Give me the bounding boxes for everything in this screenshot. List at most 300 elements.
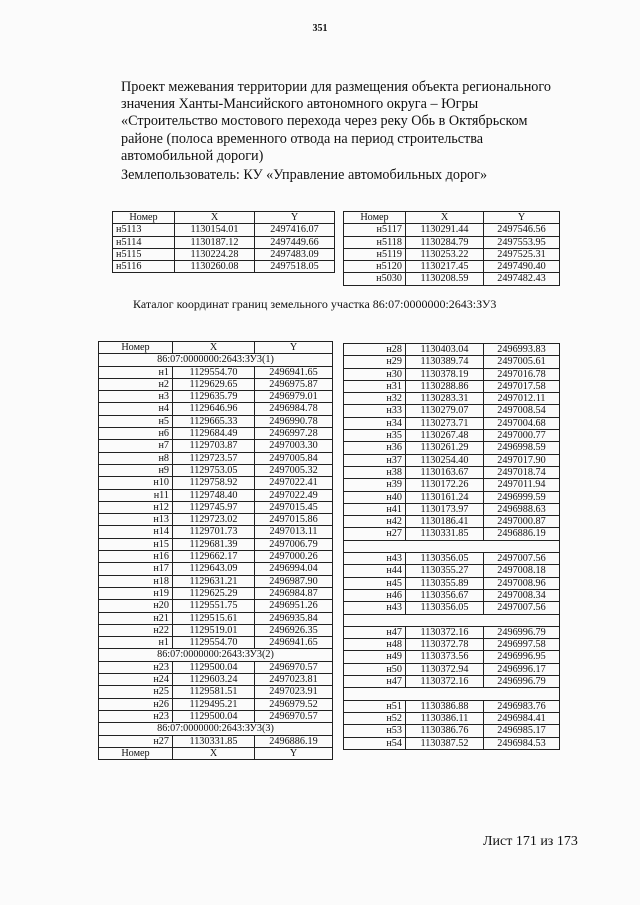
x-coordinate-cell: 1130284.79 (406, 236, 484, 248)
section-row (99, 723, 333, 735)
column-header-number: Номер (344, 212, 406, 224)
point-number-cell: н5113 (113, 224, 175, 236)
coordinate-table-small-right (343, 211, 560, 286)
y-coordinate-cell: 2496979.52 (255, 698, 333, 710)
x-coordinate-cell: 1130372.78 (406, 639, 484, 651)
x-coordinate-cell: 1130373.56 (406, 651, 484, 663)
point-number-cell: н18 (99, 575, 173, 587)
x-coordinate-cell: 1129625.29 (173, 587, 255, 599)
y-coordinate-cell: 2497004.68 (484, 417, 560, 429)
point-number-cell: н23 (99, 710, 173, 722)
point-number-cell: н41 (344, 503, 406, 515)
y-coordinate-cell: 2496994.04 (255, 563, 333, 575)
point-number-cell: н35 (344, 430, 406, 442)
x-coordinate-cell: 1130372.16 (406, 626, 484, 638)
blank-cell (344, 614, 560, 626)
point-number-cell: н10 (99, 477, 173, 489)
point-number-cell: н15 (99, 538, 173, 550)
table-row (113, 224, 335, 236)
point-number-cell: н44 (344, 565, 406, 577)
table-row (344, 393, 560, 405)
table-row (344, 577, 560, 589)
point-number-cell: н5030 (344, 273, 406, 285)
point-number-cell: н1 (99, 637, 173, 649)
point-number-cell: н1 (99, 366, 173, 378)
document-heading (121, 79, 591, 184)
y-coordinate-cell: 2497553.95 (484, 236, 560, 248)
column-header-number: Номер (113, 212, 175, 224)
x-coordinate-cell: 1129554.70 (173, 637, 255, 649)
sheet-label: Лист 171 из 173 (483, 834, 578, 849)
point-number-cell: н30 (344, 368, 406, 380)
x-coordinate-cell: 1130154.01 (175, 224, 255, 236)
y-coordinate-cell: 2497023.91 (255, 686, 333, 698)
table-row (344, 224, 560, 236)
point-number-cell: н20 (99, 600, 173, 612)
table-row (113, 248, 335, 260)
table-row (99, 403, 333, 415)
column-footer-x: X (173, 747, 255, 759)
x-coordinate-cell: 1130403.04 (406, 344, 484, 356)
point-number-cell: н48 (344, 639, 406, 651)
x-coordinate-cell: 1130283.31 (406, 393, 484, 405)
y-coordinate-cell: 2497007.56 (484, 553, 560, 565)
point-number-cell: н49 (344, 651, 406, 663)
heading-line: автомобильной дороги) (121, 147, 264, 164)
section-row (99, 354, 333, 366)
y-coordinate-cell: 2497000.26 (255, 551, 333, 563)
table-row (344, 248, 560, 260)
y-coordinate-cell: 2497016.78 (484, 368, 560, 380)
y-coordinate-cell: 2497518.05 (255, 261, 335, 273)
column-footer-number: Номер (99, 747, 173, 759)
table-row (344, 236, 560, 248)
y-coordinate-cell: 2496970.57 (255, 710, 333, 722)
x-coordinate-cell: 1129629.65 (173, 378, 255, 390)
y-coordinate-cell: 2497006.79 (255, 538, 333, 550)
x-coordinate-cell: 1130187.12 (175, 236, 255, 248)
y-coordinate-cell: 2497525.31 (484, 248, 560, 260)
table-row (344, 430, 560, 442)
y-coordinate-cell: 2496997.28 (255, 428, 333, 440)
y-coordinate-cell: 2496988.63 (484, 503, 560, 515)
table-row (99, 366, 333, 378)
y-coordinate-cell: 2497022.41 (255, 477, 333, 489)
table-row (344, 273, 560, 285)
point-number-cell: н5117 (344, 224, 406, 236)
point-number-cell: н51 (344, 700, 406, 712)
table-row (99, 698, 333, 710)
y-coordinate-cell: 2496985.17 (484, 725, 560, 737)
x-coordinate-cell: 1130172.26 (406, 479, 484, 491)
point-number-cell: н47 (344, 676, 406, 688)
point-number-cell: н54 (344, 737, 406, 749)
y-coordinate-cell: 2496941.65 (255, 637, 333, 649)
point-number-cell: н23 (99, 661, 173, 673)
point-number-cell: н42 (344, 516, 406, 528)
x-coordinate-cell: 1129684.49 (173, 428, 255, 440)
x-coordinate-cell: 1129748.40 (173, 489, 255, 501)
point-number-cell: н45 (344, 577, 406, 589)
point-number-cell: н47 (344, 626, 406, 638)
table-row (344, 344, 560, 356)
column-header-x: X (406, 212, 484, 224)
y-coordinate-cell: 2496886.19 (255, 735, 333, 747)
point-number-cell: н25 (99, 686, 173, 698)
point-number-cell: н24 (99, 674, 173, 686)
table-row (99, 391, 333, 403)
table-row (344, 417, 560, 429)
point-number-cell: н43 (344, 602, 406, 614)
y-coordinate-cell: 2496996.17 (484, 663, 560, 675)
y-coordinate-cell: 2497013.11 (255, 526, 333, 538)
x-coordinate-cell: 1129753.05 (173, 464, 255, 476)
table-row (99, 501, 333, 513)
x-coordinate-cell: 1129515.61 (173, 612, 255, 624)
y-coordinate-cell: 2496970.57 (255, 661, 333, 673)
y-coordinate-cell: 2496951.26 (255, 600, 333, 612)
x-coordinate-cell: 1129581.51 (173, 686, 255, 698)
x-coordinate-cell: 1130378.19 (406, 368, 484, 380)
x-coordinate-cell: 1130356.05 (406, 602, 484, 614)
x-coordinate-cell: 1130254.40 (406, 454, 484, 466)
table-row (344, 712, 560, 724)
column-header-x: X (175, 212, 255, 224)
x-coordinate-cell: 1130291.44 (406, 224, 484, 236)
point-number-cell: н37 (344, 454, 406, 466)
y-coordinate-cell: 2497005.32 (255, 464, 333, 476)
point-number-cell: н40 (344, 491, 406, 503)
point-number-cell: н26 (99, 698, 173, 710)
table-row (99, 624, 333, 636)
table-row (344, 553, 560, 565)
point-number-cell: н16 (99, 551, 173, 563)
table-row (99, 415, 333, 427)
table-row (99, 735, 333, 747)
table-row (99, 452, 333, 464)
point-number-cell: н32 (344, 393, 406, 405)
x-coordinate-cell: 1129554.70 (173, 366, 255, 378)
y-coordinate-cell: 2496979.01 (255, 391, 333, 403)
point-number-cell: н19 (99, 587, 173, 599)
point-number-cell: н28 (344, 344, 406, 356)
y-coordinate-cell: 2496941.65 (255, 366, 333, 378)
x-coordinate-cell: 1129519.01 (173, 624, 255, 636)
y-coordinate-cell: 2496984.41 (484, 712, 560, 724)
point-number-cell: н14 (99, 526, 173, 538)
y-coordinate-cell: 2496975.87 (255, 378, 333, 390)
table-row (344, 602, 560, 614)
y-coordinate-cell: 2497012.11 (484, 393, 560, 405)
point-number-cell: н29 (344, 356, 406, 368)
x-coordinate-cell: 1129723.57 (173, 452, 255, 464)
point-number-cell: н5119 (344, 248, 406, 260)
table-row (344, 626, 560, 638)
y-coordinate-cell: 2497005.61 (484, 356, 560, 368)
x-coordinate-cell: 1129701.73 (173, 526, 255, 538)
point-number-cell: н3 (99, 391, 173, 403)
y-coordinate-cell: 2497483.09 (255, 248, 335, 260)
table-row (99, 600, 333, 612)
x-coordinate-cell: 1130386.76 (406, 725, 484, 737)
point-number-cell: н39 (344, 479, 406, 491)
table-row (344, 737, 560, 749)
column-header-y: Y (255, 342, 333, 354)
point-number-cell: н33 (344, 405, 406, 417)
y-coordinate-cell: 2496984.53 (484, 737, 560, 749)
catalog-caption: Каталог координат границ земельного участка 86:07:0000000:2643:ЗУ3 (133, 297, 497, 311)
section-row (99, 649, 333, 661)
x-coordinate-cell: 1129500.04 (173, 710, 255, 722)
y-coordinate-cell: 2496984.78 (255, 403, 333, 415)
point-number-cell: н46 (344, 589, 406, 601)
table-row (113, 236, 335, 248)
point-number-cell: н4 (99, 403, 173, 415)
x-coordinate-cell: 1130253.22 (406, 248, 484, 260)
table-row (113, 261, 335, 273)
x-coordinate-cell: 1130260.08 (175, 261, 255, 273)
y-coordinate-cell: 2497018.74 (484, 466, 560, 478)
y-coordinate-cell: 2497000.77 (484, 430, 560, 442)
x-coordinate-cell: 1129662.17 (173, 551, 255, 563)
x-coordinate-cell: 1130331.85 (406, 528, 484, 540)
y-coordinate-cell: 2497015.86 (255, 514, 333, 526)
point-number-cell: н5115 (113, 248, 175, 260)
blank-cell (344, 688, 560, 700)
point-number-cell: н5116 (113, 261, 175, 273)
table-row (99, 661, 333, 673)
x-coordinate-cell: 1129495.21 (173, 698, 255, 710)
point-number-cell: н17 (99, 563, 173, 575)
x-coordinate-cell: 1130355.89 (406, 577, 484, 589)
point-number-cell: н11 (99, 489, 173, 501)
y-coordinate-cell: 2496996.79 (484, 676, 560, 688)
x-coordinate-cell: 1129643.09 (173, 563, 255, 575)
column-header-x: X (173, 342, 255, 354)
x-coordinate-cell: 1129635.79 (173, 391, 255, 403)
y-coordinate-cell: 2496993.83 (484, 344, 560, 356)
table-row (344, 651, 560, 663)
x-coordinate-cell: 1130288.86 (406, 380, 484, 392)
table-row (344, 676, 560, 688)
y-coordinate-cell: 2496926.35 (255, 624, 333, 636)
x-coordinate-cell: 1129665.33 (173, 415, 255, 427)
point-number-cell: н22 (99, 624, 173, 636)
table-row (344, 491, 560, 503)
table-row (99, 563, 333, 575)
heading-line: значения Ханты-Мансийского автономного округа – Югры (121, 96, 479, 113)
y-coordinate-cell: 2497490.40 (484, 261, 560, 273)
table-row (344, 565, 560, 577)
y-coordinate-cell: 2496996.95 (484, 651, 560, 663)
column-header-y: Y (255, 212, 335, 224)
y-coordinate-cell: 2497005.84 (255, 452, 333, 464)
x-coordinate-cell: 1130355.27 (406, 565, 484, 577)
section-cadastral-number: 86:07:0000000:2643:ЗУ3(3) (99, 723, 333, 735)
x-coordinate-cell: 1130186.41 (406, 516, 484, 528)
point-number-cell: н7 (99, 440, 173, 452)
heading-line: районе (полоса временного отвода на период строительства (121, 130, 484, 147)
y-coordinate-cell: 2497011.94 (484, 479, 560, 491)
y-coordinate-cell: 2497017.90 (484, 454, 560, 466)
table-row (344, 454, 560, 466)
table-row (344, 442, 560, 454)
table-row (99, 538, 333, 550)
point-number-cell: н43 (344, 553, 406, 565)
x-coordinate-cell: 1130386.11 (406, 712, 484, 724)
x-coordinate-cell: 1129758.92 (173, 477, 255, 489)
table-row (344, 405, 560, 417)
y-coordinate-cell: 2497008.54 (484, 405, 560, 417)
y-coordinate-cell: 2497003.30 (255, 440, 333, 452)
y-coordinate-cell: 2496987.90 (255, 575, 333, 587)
blank-row (344, 540, 560, 552)
point-number-cell: н21 (99, 612, 173, 624)
table-row (99, 551, 333, 563)
y-coordinate-cell: 2497022.49 (255, 489, 333, 501)
coordinate-table-main-right (343, 343, 560, 750)
y-coordinate-cell: 2497015.45 (255, 501, 333, 513)
table-row (344, 261, 560, 273)
y-coordinate-cell: 2497007.56 (484, 602, 560, 614)
column-header-y: Y (484, 212, 560, 224)
coordinate-table-small-left (112, 211, 335, 273)
table-row (344, 356, 560, 368)
table-row (344, 725, 560, 737)
point-number-cell: н5120 (344, 261, 406, 273)
x-coordinate-cell: 1130331.85 (173, 735, 255, 747)
point-number-cell: н50 (344, 663, 406, 675)
y-coordinate-cell: 2497449.66 (255, 236, 335, 248)
table-row (99, 587, 333, 599)
point-number-cell: н9 (99, 464, 173, 476)
table-row (344, 503, 560, 515)
y-coordinate-cell: 2496983.76 (484, 700, 560, 712)
point-number-cell: н2 (99, 378, 173, 390)
point-number-cell: н52 (344, 712, 406, 724)
table-row (344, 380, 560, 392)
table-row (99, 477, 333, 489)
section-cadastral-number: 86:07:0000000:2643:ЗУ3(2) (99, 649, 333, 661)
y-coordinate-cell: 2496998.59 (484, 442, 560, 454)
y-coordinate-cell: 2497416.07 (255, 224, 335, 236)
point-number-cell: н8 (99, 452, 173, 464)
y-coordinate-cell: 2497017.58 (484, 380, 560, 392)
y-coordinate-cell: 2497008.18 (484, 565, 560, 577)
table-row (99, 489, 333, 501)
y-coordinate-cell: 2497482.43 (484, 273, 560, 285)
table-row (99, 440, 333, 452)
y-coordinate-cell: 2497023.81 (255, 674, 333, 686)
heading-line: «Строительство мостового перехода через реку Обь в Октябрьском (121, 113, 528, 130)
x-coordinate-cell: 1129646.96 (173, 403, 255, 415)
table-row (99, 637, 333, 649)
table-row (99, 526, 333, 538)
y-coordinate-cell: 2496886.19 (484, 528, 560, 540)
point-number-cell: н53 (344, 725, 406, 737)
table-row (344, 479, 560, 491)
point-number-cell: н12 (99, 501, 173, 513)
land-user-line: Землепользователь: КУ «Управление автомобильных дорог» (121, 167, 488, 184)
table-row (344, 639, 560, 651)
blank-row (344, 688, 560, 700)
x-coordinate-cell: 1130279.07 (406, 405, 484, 417)
page-number: 351 (312, 23, 328, 34)
y-coordinate-cell: 2496990.78 (255, 415, 333, 427)
point-number-cell: н27 (99, 735, 173, 747)
y-coordinate-cell: 2497008.96 (484, 577, 560, 589)
x-coordinate-cell: 1130208.59 (406, 273, 484, 285)
point-number-cell: н5114 (113, 236, 175, 248)
table-row (344, 368, 560, 380)
x-coordinate-cell: 1130387.52 (406, 737, 484, 749)
x-coordinate-cell: 1130173.97 (406, 503, 484, 515)
table-row (344, 589, 560, 601)
point-number-cell: н31 (344, 380, 406, 392)
table-row (99, 674, 333, 686)
table-row (99, 514, 333, 526)
point-number-cell: н6 (99, 428, 173, 440)
x-coordinate-cell: 1130356.67 (406, 589, 484, 601)
x-coordinate-cell: 1129631.21 (173, 575, 255, 587)
y-coordinate-cell: 2497000.87 (484, 516, 560, 528)
x-coordinate-cell: 1130273.71 (406, 417, 484, 429)
table-row (344, 663, 560, 675)
blank-row (344, 614, 560, 626)
table-row (99, 378, 333, 390)
section-cadastral-number: 86:07:0000000:2643:ЗУ3(1) (99, 354, 333, 366)
x-coordinate-cell: 1129703.87 (173, 440, 255, 452)
y-coordinate-cell: 2497008.34 (484, 589, 560, 601)
x-coordinate-cell: 1130163.67 (406, 466, 484, 478)
point-number-cell: н34 (344, 417, 406, 429)
point-number-cell: н27 (344, 528, 406, 540)
point-number-cell: н36 (344, 442, 406, 454)
x-coordinate-cell: 1129500.04 (173, 661, 255, 673)
table-row (99, 710, 333, 722)
x-coordinate-cell: 1130161.24 (406, 491, 484, 503)
y-coordinate-cell: 2496999.59 (484, 491, 560, 503)
table-row (344, 516, 560, 528)
x-coordinate-cell: 1130386.88 (406, 700, 484, 712)
x-coordinate-cell: 1129603.24 (173, 674, 255, 686)
y-coordinate-cell: 2496997.58 (484, 639, 560, 651)
table-row (99, 612, 333, 624)
x-coordinate-cell: 1129745.97 (173, 501, 255, 513)
table-row (99, 428, 333, 440)
x-coordinate-cell: 1130267.48 (406, 430, 484, 442)
coordinate-table-main-left (98, 341, 333, 760)
table-row (344, 700, 560, 712)
x-coordinate-cell: 1130372.16 (406, 676, 484, 688)
table-row (344, 466, 560, 478)
x-coordinate-cell: 1130224.28 (175, 248, 255, 260)
x-coordinate-cell: 1129723.02 (173, 514, 255, 526)
point-number-cell: н5118 (344, 236, 406, 248)
heading-line: Проект межевания территории для размещения объекта регионального (121, 79, 551, 95)
x-coordinate-cell: 1129681.39 (173, 538, 255, 550)
y-coordinate-cell: 2496996.79 (484, 626, 560, 638)
table-row (99, 464, 333, 476)
blank-cell (344, 540, 560, 552)
table-row (99, 686, 333, 698)
x-coordinate-cell: 1129551.75 (173, 600, 255, 612)
x-coordinate-cell: 1130261.29 (406, 442, 484, 454)
table-row (99, 575, 333, 587)
point-number-cell: н5 (99, 415, 173, 427)
column-header-number: Номер (99, 342, 173, 354)
point-number-cell: н38 (344, 466, 406, 478)
